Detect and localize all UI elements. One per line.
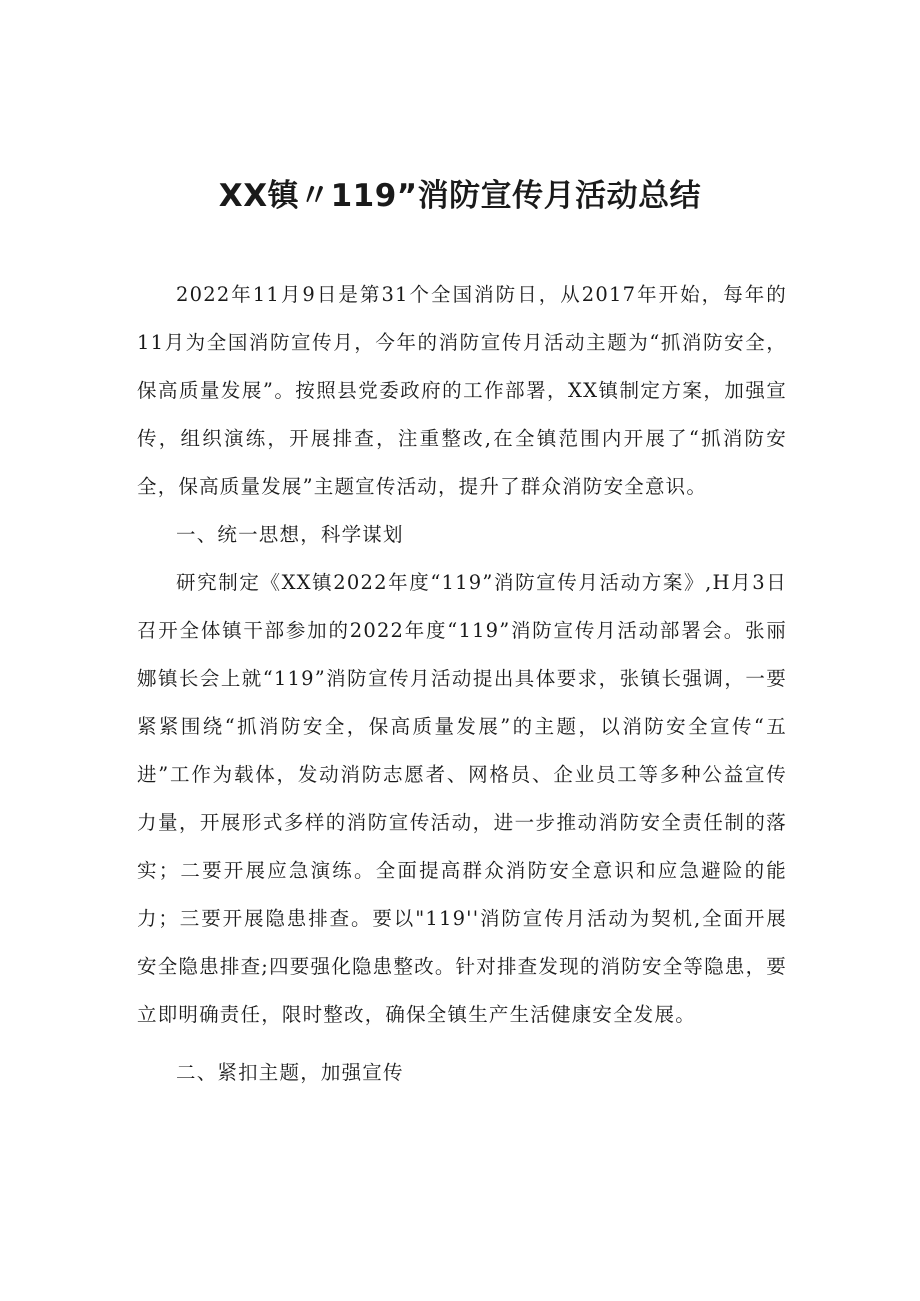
document-body [137, 271, 787, 1097]
section-heading-2: 二、紧扣主题，加强宣传 [176, 1061, 404, 1084]
section-1-paragraph: 研究制定《XX镇2022年度“119”消防宣传月活动方案》,H月3日召开全体镇干部参加的2022年度“119”消防宣传月活动部署会。张丽娜镇长会上就“119”消防宣传月活动提出具体要求，张镇长强调，一要紧紧围绕“抓消防安全，保高质量发展”的主题，以消防安全宣传“五进”工作为载体，发动消防志愿者、网格员、企业员工等多种公益宣传力量，开展形式多样的消防宣传活动，进一步推动消防安全责任制的落实；二要开展应急演练。全面提高群众消防安全意识和应急避险的能力；三要开展隐患排查。要以"119''消防宣传月活动为契机,全面开展安全隐患排查;四要强化隐患整改。针对排查发现的消防安全等隐患，要立即明确责任，限时整改，确保全镇生产生活健康安全发展。 [137, 571, 787, 1026]
document-title: XX镇〃119”消防宣传月活动总结 [218, 178, 702, 214]
intro-paragraph: 2022年11月9日是第31个全国消防日，从2017年开始，每年的11月为全国消防宣传月，今年的消防宣传月活动主题为“抓消防安全，保高质量发展”。按照县党委政府的工作部署，XX镇制定方案，加强宣传，组织演练，开展排查，注重整改,在全镇范围内开展了“抓消防安全，保高质量发展”主题宣传活动，提升了群众消防安全意识。 [137, 283, 787, 498]
section-heading-1: 一、统一思想，科学谋划 [176, 523, 404, 546]
